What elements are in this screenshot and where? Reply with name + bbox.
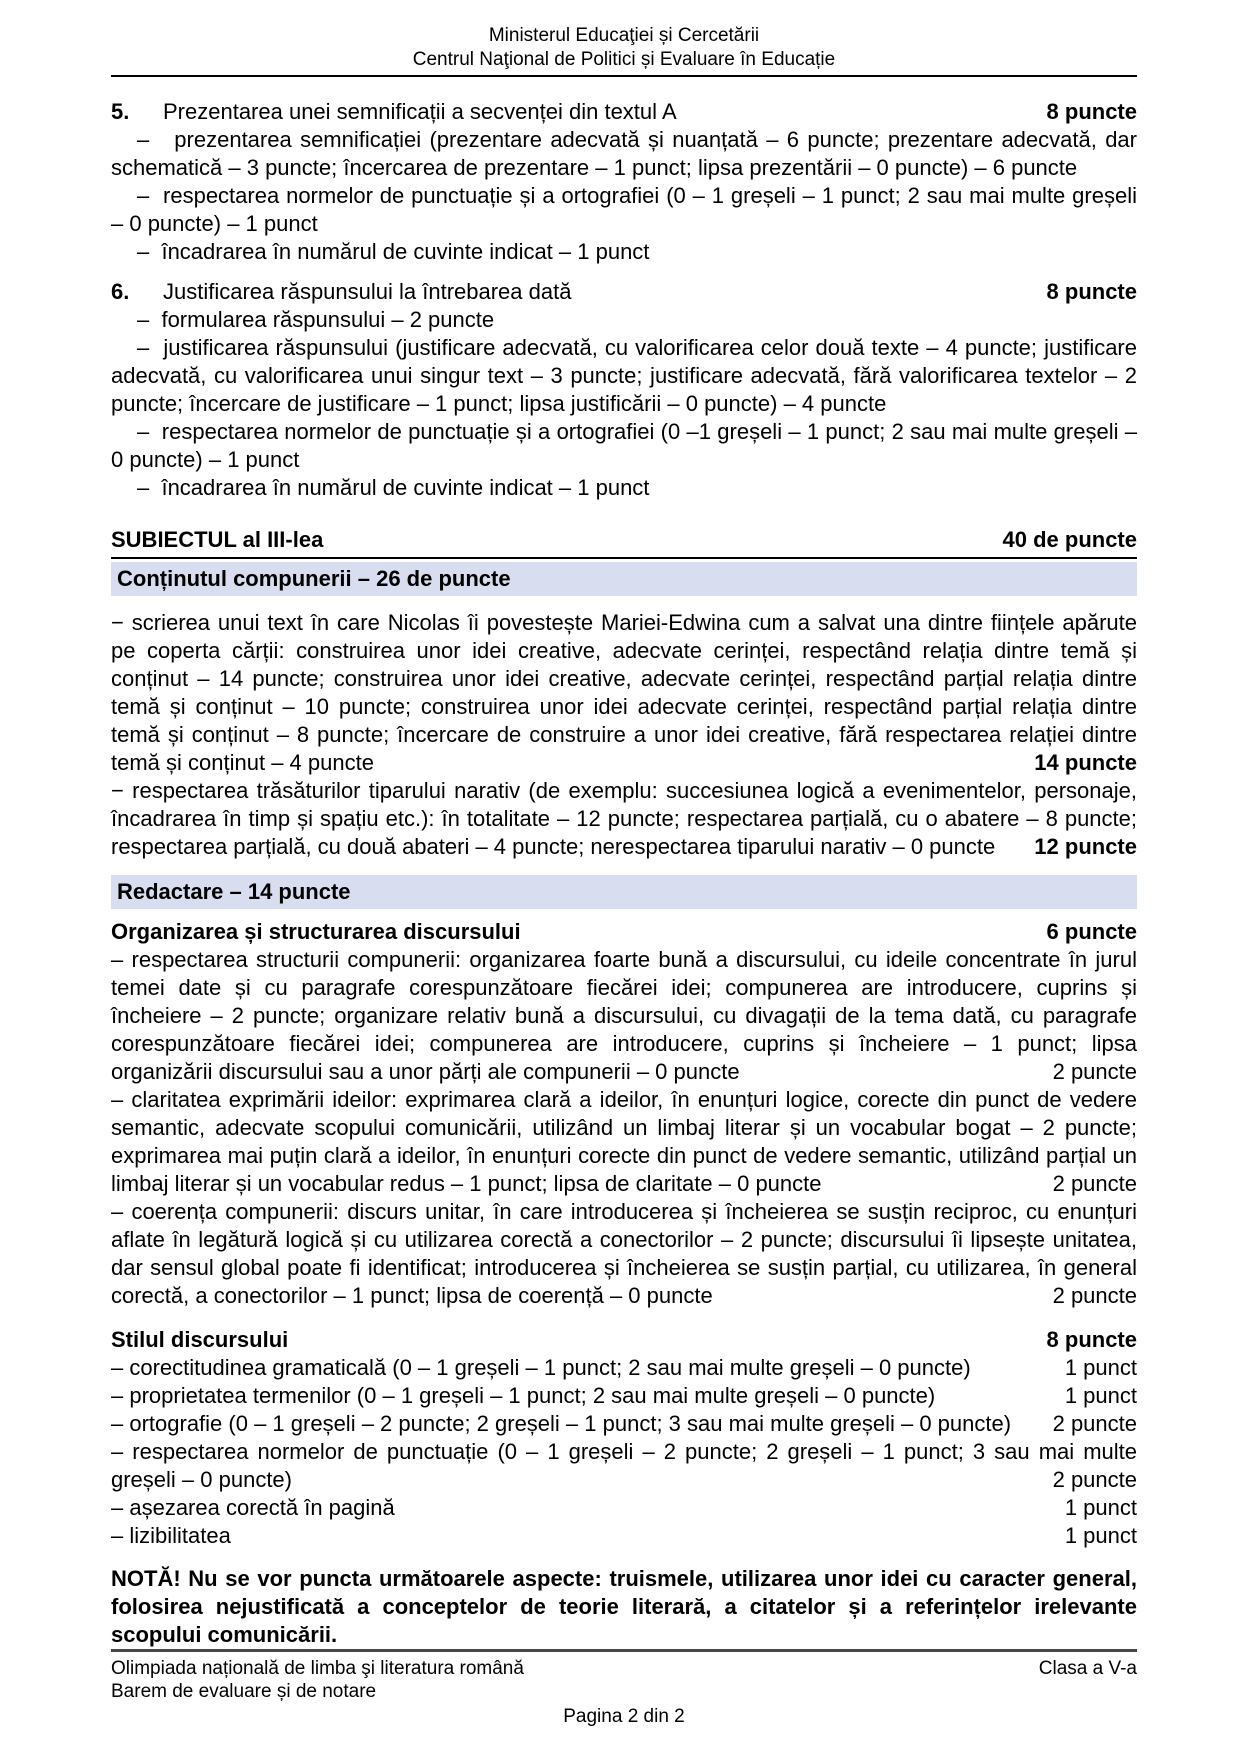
item-6-heading	[111, 278, 1137, 306]
stil-item	[111, 1522, 1137, 1550]
header-rule	[111, 75, 1137, 77]
footer-class: Clasa a V-a	[1038, 1658, 1137, 1679]
scoring-paragraph	[111, 946, 1137, 1086]
document-header	[111, 0, 1137, 72]
item-6-bullet: – formularea răspunsului – 2 puncte	[137, 307, 495, 332]
stil-item	[111, 1354, 1137, 1382]
item-5-bullet: – încadrarea în numărul de cuvinte indicat – 1 punct	[137, 239, 650, 264]
points-value: 14 puncte	[1022, 749, 1137, 777]
organizare-points: 6 puncte	[1046, 919, 1137, 944]
page-number: Pagina 2 din 2	[563, 1706, 685, 1727]
footer-olympiad-title: Olimpiada națională de limba şi literatura română	[111, 1658, 524, 1679]
paragraph-text: – claritatea exprimării ideilor: exprimarea clară a ideilor, în enunțuri logice, corecte din punct de vedere semantic, adecvate scopului comunicării, utilizând un limbaj literar și un vocabular bogat – 2 puncte; exprimarea mai puțin clară a ideilor, în enunțuri corecte din punct de vedere semantic, utilizând parțial un limbaj literar și un vocabular redus – 1 punct; lipsa de claritate – 0 puncte	[111, 1087, 1137, 1196]
footer-row-1	[111, 1657, 1137, 1680]
paragraph-text: − scrierea unui text în care Nicolas îi povestește Mariei-Edwina cum a salvat una dintre ființele apărute pe coperta cărții: construirea unor idei creative, adecvate cerinței, respectând relația dintre temă și conținut – 14 puncte; construirea unor idei creative, adecvate cerinței, respectând parțial relația dintre temă și conținut – 10 puncte; construirea unor idei adecvate cerinței, respectând parțial relația dintre temă și conținut – 8 puncte; încercare de construire a unor idei creative, fără respectarea relației dintre temă și conținut – 4 puncte	[111, 610, 1137, 775]
points-value: 2 puncte	[1041, 1170, 1137, 1198]
item-6-bullet: – respectarea normelor de punctuație și a ortografiei (0 –1 greșeli – 1 punct; 2 sau mai multe greșeli – 0 puncte) – 1 punct	[111, 419, 1137, 472]
item-6-bullet: – încadrarea în numărul de cuvinte indicat – 1 punct	[137, 475, 650, 500]
points-value: 2 puncte	[1041, 1282, 1137, 1310]
item-6-points: 8 puncte	[1046, 279, 1137, 304]
stil-item-text: – ortografie (0 – 1 greșeli – 2 puncte; 2 greșeli – 1 punct; 3 sau mai multe greșeli – 0 puncte)	[111, 1411, 1012, 1436]
stil-item	[111, 1438, 1137, 1494]
stil-item	[111, 1382, 1137, 1410]
stil-item-text: – respectarea normelor de punctuație (0 – 1 greșeli – 2 puncte; 2 greșeli – 1 punct; 3 sau mai multe greșeli – 0 puncte)	[111, 1439, 1137, 1492]
stil-item-text: – proprietatea termenilor (0 – 1 greșeli – 1 punct; 2 sau mai multe greșeli – 0 puncte)	[111, 1383, 936, 1408]
item-5-number: 5.	[111, 99, 130, 124]
stil-item-text: – corectitudinea gramaticală (0 – 1 greșeli – 1 punct; 2 sau mai multe greșeli – 0 puncte)	[111, 1355, 971, 1380]
paragraph-text: − respectarea trăsăturilor tiparului narativ (de exemplu: succesiunea logică a evenimentelor, personaje, încadrarea în timp și spațiu etc.): în totalitate – 12 puncte; respectarea parțială, cu o abatere – 8 puncte; respectarea parțială, cu două abateri – 4 puncte; nerespectarea tiparului narativ – 0 puncte	[111, 778, 1137, 859]
nota-paragraph: NOTĂ! Nu se vor puncta următoarele aspecte: truismele, utilizarea unor idei cu caracter general, folosirea nejustificată a conceptelor de teorie literară, a citatelor și a referințelor irelevante scopului comunicării.	[111, 1566, 1137, 1647]
item-5-heading	[111, 98, 1137, 126]
organizare-title: Organizarea și structurarea discursului	[111, 919, 521, 944]
points-value: 1 punct	[1053, 1382, 1137, 1410]
item-5-bullet: – respectarea normelor de punctuație și a ortografiei (0 – 1 greșeli – 1 punct; 2 sau mai multe greșeli – 0 puncte) – 1 punct	[111, 183, 1137, 236]
paragraph-text: – respectarea structurii compunerii: organizarea foarte bună a discursului, cu ideile concentrate în jurul temei date și cu paragrafe corespunzătoare fiecărei idei; compunerea are introducere, cuprins și încheiere – 2 puncte; organizare relativ bună a discursului, cu divagații de la tema dată, cu paragrafe corespunzătoare fiecărei idei; compunerea are introducere, cuprins și încheiere – 1 punct; lipsa organizării discursului sau a unor părți ale compunerii – 0 puncte	[111, 947, 1137, 1084]
points-value: 12 puncte	[1022, 833, 1137, 861]
points-value: 1 punct	[1053, 1494, 1137, 1522]
item-5-bullet: – prezentarea semnificației (prezentare adecvată și nuanțată – 6 puncte; prezentare adecvată, dar schematică – 3 puncte; încercarea de prezentare – 1 punct; lipsa prezentării – 0 puncte) – 6 puncte	[111, 127, 1137, 180]
stil-item-text: – așezarea corectă în pagină	[111, 1495, 395, 1520]
center-name: Centrul Naţional de Politici și Evaluare în Educație	[412, 49, 836, 70]
subject-3-heading	[111, 526, 1137, 559]
item-6-title: Justificarea răspunsului la întrebarea dată	[163, 279, 572, 304]
item-5-title: Prezentarea unei semnificații a secvenței din textul A	[163, 99, 677, 124]
points-value: 2 puncte	[1041, 1410, 1137, 1438]
subject-3-title: SUBIECTUL al III-lea	[111, 527, 324, 552]
scoring-paragraph	[111, 1086, 1137, 1198]
page-footer	[111, 1649, 1137, 1728]
points-value: 1 punct	[1053, 1354, 1137, 1382]
stil-points: 8 puncte	[1046, 1327, 1137, 1352]
points-value: 1 punct	[1053, 1522, 1137, 1550]
ministry-name: Ministerul Educaţiei și Cercetării	[488, 25, 760, 46]
scoring-paragraph	[111, 777, 1137, 861]
organizare-heading	[111, 918, 1137, 946]
stil-item-text: – lizibilitatea	[111, 1523, 231, 1548]
redactare-band: Redactare – 14 puncte	[111, 875, 1137, 909]
stil-item	[111, 1410, 1137, 1438]
content-band: Conținutul compunerii – 26 de puncte	[111, 562, 1137, 596]
footer-barem: Barem de evaluare și de notare	[111, 1681, 377, 1702]
points-value: 2 puncte	[1041, 1058, 1137, 1086]
stil-heading	[111, 1326, 1137, 1354]
scoring-paragraph	[111, 1198, 1137, 1310]
points-value: 2 puncte	[1041, 1466, 1137, 1494]
item-6-bullet: – justificarea răspunsului (justificare adecvată, cu valorificarea celor două texte – 4 puncte; justificare adecvată, cu valorificarea unui singur text – 3 puncte; justificare adecvată, fără valorificarea textelor – 2 puncte; încercare de justificare – 1 punct; lipsa justificării – 0 puncte) – 4 puncte	[111, 335, 1137, 416]
stil-item	[111, 1494, 1137, 1522]
stil-title: Stilul discursului	[111, 1327, 289, 1352]
page-content	[111, 0, 1137, 1649]
subject-3-points: 40 de puncte	[1002, 527, 1137, 552]
scoring-paragraph	[111, 609, 1137, 777]
item-6-number: 6.	[111, 279, 130, 304]
item-5-points: 8 puncte	[1046, 99, 1137, 124]
paragraph-text: – coerența compunerii: discurs unitar, în care introducerea și încheierea se susțin reciproc, cu enunțuri aflate în legătură logică și cu utilizarea corectă a conectorilor – 2 puncte; discursului îi lipsește unitatea, dar sensul global poate fi identificat; introducerea și încheierea se susțin parțial, cu utilizarea, în general corectă, a conectorilor – 1 punct; lipsa de coerență – 0 puncte	[111, 1199, 1137, 1308]
